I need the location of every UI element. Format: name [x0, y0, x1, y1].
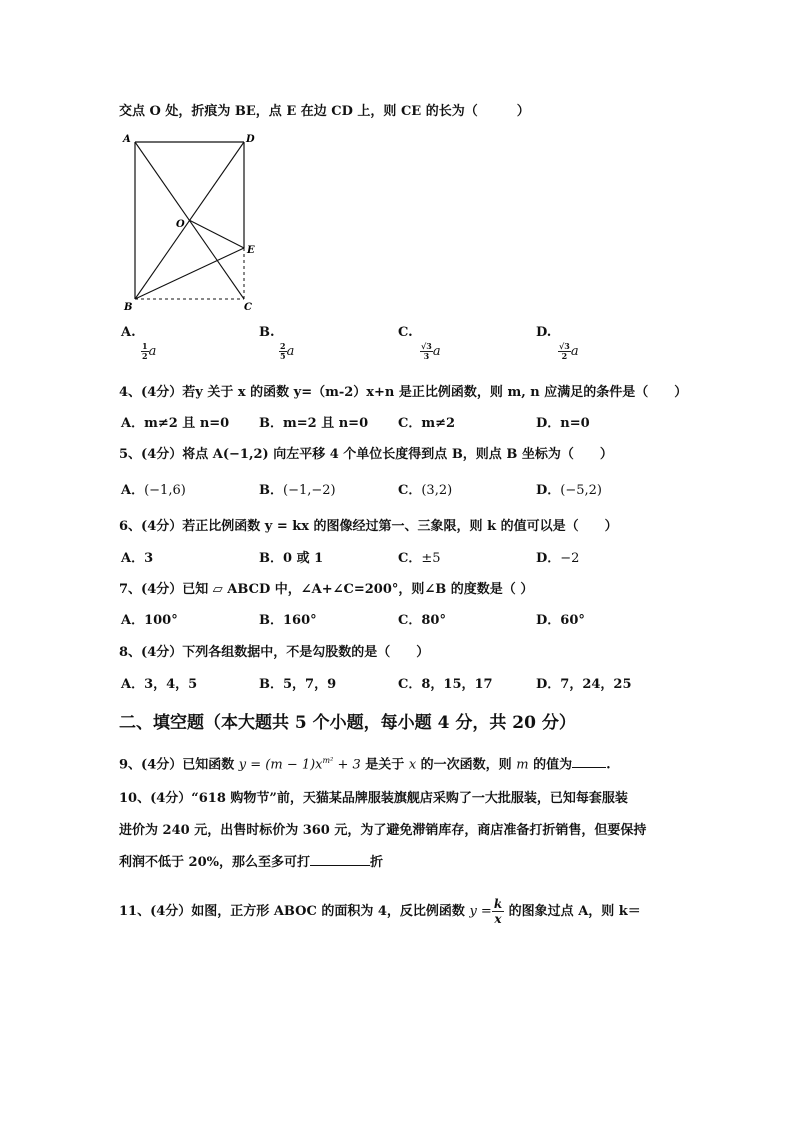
q6-option-d[interactable]: D．−2: [536, 551, 580, 566]
q3-text: 交点 O 处，折痕为 BE，点 E 在边 CD 上，则 CE 的长为（ ）: [119, 104, 530, 119]
q5-text: 5、(4分）将点 A(−1,2) 向左平移 4 个单位长度得到点 B，则点 B 坐标为（ ）: [119, 447, 613, 462]
q11-text: 11、(4分）如图，正方形 ABOC 的面积为 4，反比例函数 y = $\frac{k}{x}$ 的图象过点 A，则 k＝: [119, 897, 641, 926]
section-title-fill-in: 二、填空题（本大题共 5 个小题，每小题 4 分，共 20 分）: [119, 713, 576, 733]
q7-option-c[interactable]: C．80°: [398, 613, 446, 628]
label-B: B: [124, 302, 133, 313]
q8-text: 8、(4分）下列各组数据中，不是勾股数的是（ ）: [119, 645, 430, 660]
q9-text: 9、(4分）已知函数 $y = (m - 1)x^{m^2} + 3$ 是关于 x 的一次函数，则 m 的值为 .: [119, 756, 611, 773]
q3-option-a[interactable]: A. $\frac{1}{2}$ a: [121, 325, 157, 361]
q6-option-b[interactable]: B．0 或 1: [259, 551, 324, 566]
rectangle-fold-figure: [118, 130, 268, 316]
q5-option-c[interactable]: C．(3,2): [398, 483, 453, 498]
q3-option-c[interactable]: C. $\frac{√3}{3}$ a: [398, 325, 441, 361]
q8-option-a[interactable]: A．3，4，5: [121, 677, 198, 692]
q4-text: 4、(4分）若y 关于 x 的函数 y=（m-2）x+n 是正比例函数，则 m, n 应满足的条件是（ ）: [119, 385, 688, 400]
label-O: O: [176, 219, 185, 230]
q3-option-b[interactable]: B. $\frac{2}{5}$ a: [259, 325, 295, 361]
label-D: D: [246, 134, 255, 145]
q10-line1: 10、(4分）“618 购物节”前，天猫某品牌服装旗舰店采购了一大批服装，已知每套服装: [119, 791, 628, 806]
q6-option-a[interactable]: A．3: [121, 551, 154, 566]
label-A: A: [123, 134, 131, 145]
q5-option-a[interactable]: A．(−1,6): [121, 483, 186, 498]
q3-option-d[interactable]: D. $\frac{√3}{2}$ a: [536, 325, 579, 361]
q6-option-c[interactable]: C．±5: [398, 551, 441, 566]
q8-option-b[interactable]: B．5，7，9: [259, 677, 337, 692]
q9-answer-blank[interactable]: [572, 755, 606, 768]
q10-line3: 利润不低于 20%，那么至多可打 折: [119, 855, 383, 870]
q7-option-b[interactable]: B．160°: [259, 613, 317, 628]
q6-text: 6、(4分）若正比例函数 y = kx 的图像经过第一、三象限，则 k 的值可以是（ ）: [119, 519, 618, 534]
q7-text: 7、(4分）已知 ▱ ABCD 中，∠A+∠C=200°，则∠B 的度数是（ ）: [119, 582, 534, 597]
q7-option-a[interactable]: A．100°: [121, 613, 178, 628]
q4-option-c[interactable]: C．m≠2: [398, 416, 456, 431]
q4-option-a[interactable]: A．m≠2 且 n=0: [121, 416, 230, 431]
q10-line2: 进价为 240 元，出售时标价为 360 元，为了避免滞销库存，商店准备打折销售，但要保持: [119, 823, 647, 838]
q5-option-b[interactable]: B．(−1,−2): [259, 483, 336, 498]
label-C: C: [244, 302, 252, 313]
q8-option-c[interactable]: C．8，15，17: [398, 677, 493, 692]
q5-option-d[interactable]: D．(−5,2): [536, 483, 602, 498]
q10-answer-blank[interactable]: [310, 853, 370, 866]
q4-option-d[interactable]: D．n=0: [536, 416, 590, 431]
q7-option-d[interactable]: D．60°: [536, 613, 585, 628]
label-E: E: [247, 245, 255, 256]
q8-option-d[interactable]: D．7，24，25: [536, 677, 632, 692]
q4-option-b[interactable]: B．m=2 且 n=0: [259, 416, 369, 431]
